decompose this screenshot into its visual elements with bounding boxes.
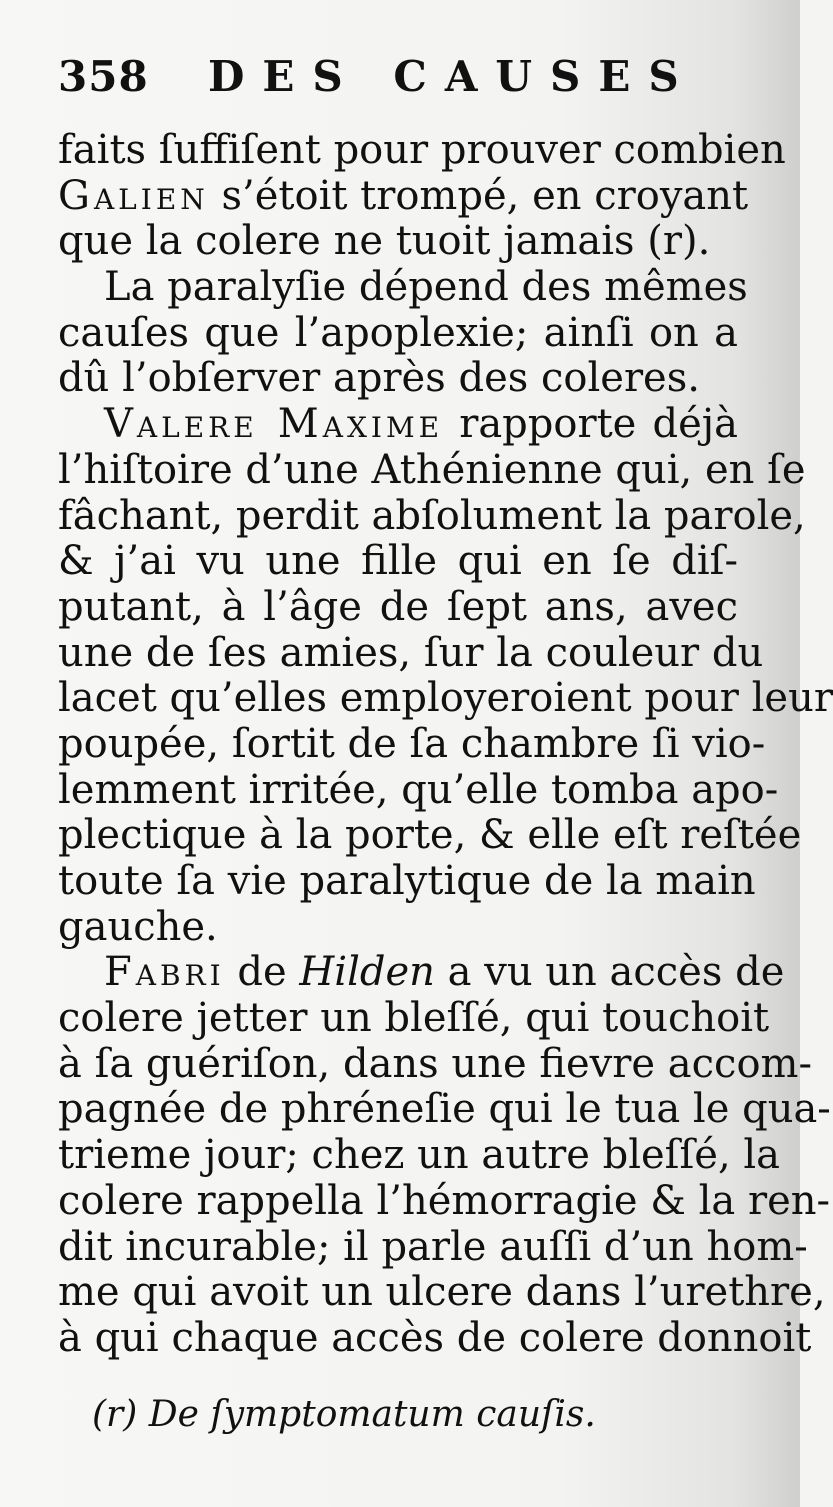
text-line: lemment irritée, qu’elle tomba apo- — [58, 766, 779, 813]
text-line — [58, 172, 749, 220]
text-line: l’hiſtoire d’une Athénienne qui, en ſe — [58, 446, 806, 493]
text-line — [58, 949, 785, 996]
footnote-text: De ſymptomatum cauſis. — [148, 1394, 596, 1435]
text-line: poupée, ſortit de ſa chambre ſi vio- — [58, 720, 766, 767]
text-span: a vu un accès de — [434, 949, 785, 996]
text-line: toute ſa vie paralytique de la main — [58, 858, 756, 904]
page-number: 358 — [58, 52, 149, 101]
text-line: gauche. — [58, 903, 218, 950]
text-line: à ſa guériſon, dans une fievre accom- — [58, 1040, 812, 1087]
text-line: putant, à l’âge de ſept ans, avec — [58, 583, 738, 630]
place-name: Hilden — [299, 949, 435, 996]
text-span: s’étoit trompé, en croyant — [208, 172, 749, 219]
footnote — [92, 1393, 692, 1437]
text-line: me qui avoit un ulcere dans l’urethre, — [58, 1269, 826, 1316]
text-line: à qui chaque accès de colere donnoit — [58, 1314, 812, 1361]
text-line: fâchant, perdit abſolument la parole, — [58, 492, 806, 539]
text-line: colere rappella l’hémorragie & la ren- — [58, 1177, 831, 1224]
author-name: Fabri — [104, 949, 225, 996]
text-line — [58, 402, 738, 448]
text-line: La paralyſie dépend des mêmes — [104, 264, 748, 311]
text-line: dû l’obſerver après des coleres. — [58, 355, 700, 402]
author-name: Valere Maxime — [104, 401, 444, 448]
running-head: DES CAUSES — [208, 52, 697, 101]
text-line: faits ſuffiſent pour prouver combien — [58, 127, 786, 173]
text-line: cauſes que l’apoplexie; ainſi on a — [58, 309, 738, 356]
text-span: de — [224, 949, 300, 996]
text-line: lacet qu’elles employeroient pour leur — [58, 675, 833, 722]
text-line: trieme jour; chez un autre bleſſé, la — [58, 1132, 781, 1179]
text-line: pagnée de phréneſie qui le tua le qua- — [58, 1086, 831, 1133]
page-header — [58, 52, 748, 112]
author-name: Galien — [58, 172, 209, 219]
text-line: colere jetter un bleſſé, qui touchoit — [58, 995, 770, 1042]
text-line: plectique à la porte, & elle eſt reſtée — [58, 812, 802, 859]
text-span: rapporte déjà — [443, 401, 738, 448]
text-line: & j’ai vu une fille qui en ſe diſ- — [58, 538, 738, 585]
text-line: une de ſes amies, ſur la couleur du — [58, 629, 764, 676]
footnote-marker: (r) — [92, 1394, 138, 1435]
text-line: dit incurable; il parle auſſi d’un hom- — [58, 1223, 808, 1270]
body-text — [58, 127, 833, 1362]
text-line: que la colere ne tuoit jamais (r). — [58, 218, 711, 265]
